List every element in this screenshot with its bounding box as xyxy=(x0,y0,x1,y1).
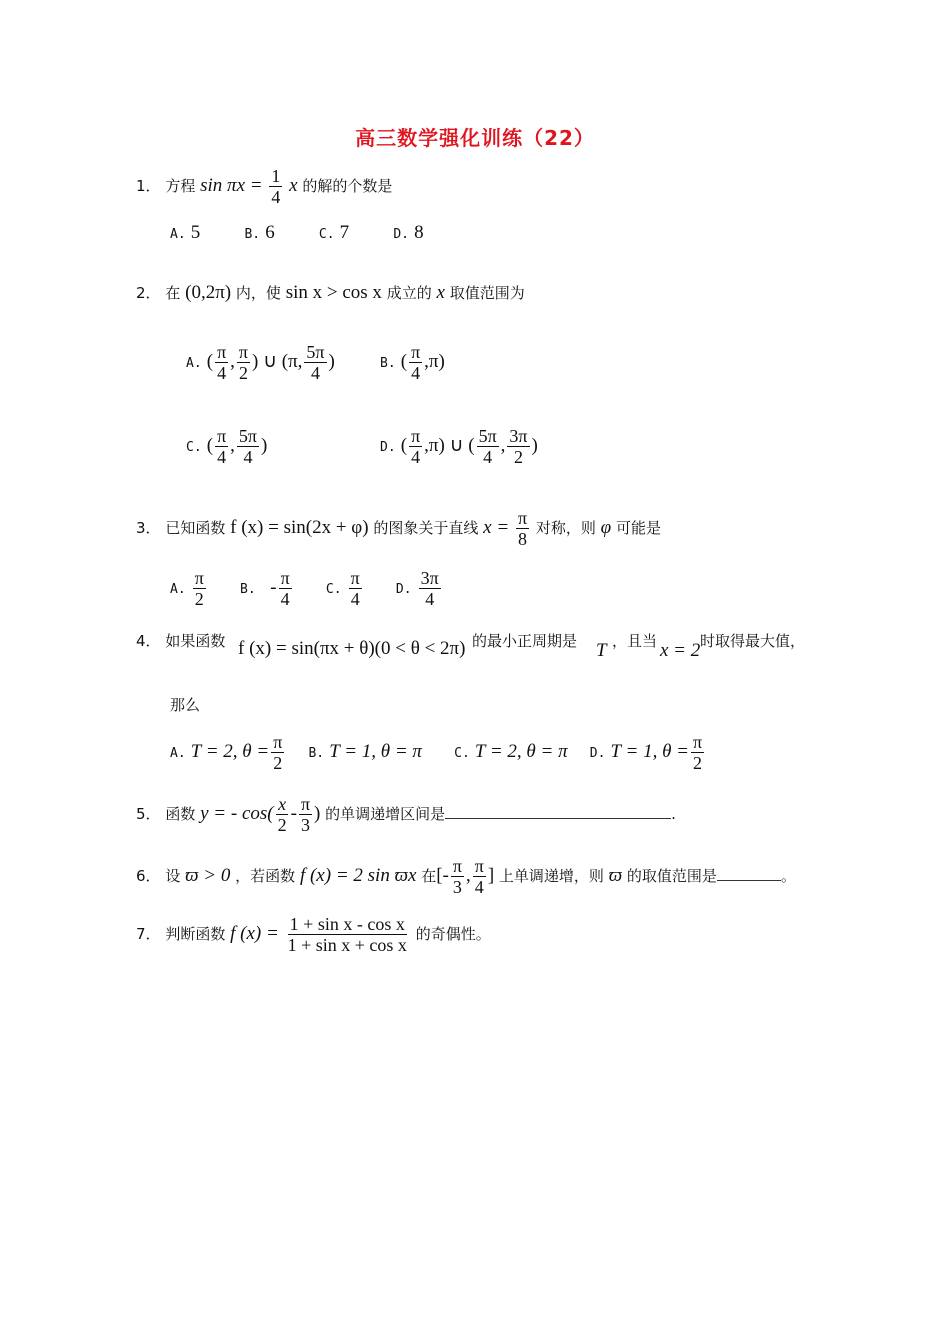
question-text: 的单调递增区间是 xyxy=(325,805,446,823)
option-label: A. xyxy=(186,356,202,371)
option-label: B. xyxy=(240,582,256,597)
question-text: 对称，则 xyxy=(535,519,596,537)
question-number: 6． xyxy=(136,867,161,885)
phi-symbol: φ xyxy=(600,517,612,538)
function: y = - cos( xyxy=(200,803,274,824)
question-1 xyxy=(136,166,392,207)
question-text: 在 xyxy=(421,867,437,885)
period: 。 xyxy=(780,867,796,885)
question-number: 7． xyxy=(136,925,161,943)
question-6: 6． 设 ϖ > 0 ，若函数 f (x) = 2 sin ϖx 在[- $\frac{\pi}{3}$ , $\frac{\pi}{4}$ ] 上单调递增，则 ϖ 的取值范围是 。 xyxy=(136,856,796,897)
question-number: 1． xyxy=(136,177,161,195)
period-symbol: T xyxy=(596,640,607,661)
question-4-cont xyxy=(472,630,577,651)
fraction: $\frac{\pi}{8}$ xyxy=(517,508,528,549)
option-value: 5 xyxy=(190,222,201,243)
question-3 xyxy=(136,508,661,549)
question-text: 可能是 xyxy=(615,519,661,537)
question-text: 的取值范围是 xyxy=(626,867,717,885)
function: f (x) = sin(πx + θ)(0 < θ < 2π) xyxy=(238,638,466,659)
option-label: C. xyxy=(325,582,342,597)
question-text: 函数 xyxy=(165,805,196,823)
question-text: 的解的个数是 xyxy=(302,177,393,195)
option-label: D. xyxy=(393,227,409,242)
question-text: 的最小正周期是 xyxy=(472,632,578,650)
question-7 xyxy=(136,914,491,955)
question-number: 5． xyxy=(136,805,161,823)
answer-blank[interactable] xyxy=(717,880,781,881)
question-4-cont xyxy=(700,630,805,651)
line-equation: x = xyxy=(483,517,510,538)
question-text: ，若函数 xyxy=(235,867,296,885)
option-label: C. xyxy=(186,440,202,455)
question-text: 的奇偶性。 xyxy=(415,925,491,943)
option-label: A. xyxy=(170,227,186,242)
option-label: D. xyxy=(380,440,396,455)
q1-options xyxy=(170,222,424,244)
question-text: 取值范围为 xyxy=(449,284,525,302)
question-number: 4． xyxy=(136,632,161,650)
option-value: 7 xyxy=(339,222,350,243)
option-label: A. xyxy=(170,582,186,597)
function: f (x) = sin(2x + φ) xyxy=(230,517,369,538)
omega-symbol: ϖ xyxy=(608,865,623,886)
variable: x xyxy=(289,175,298,196)
question-text: 设 xyxy=(165,867,181,885)
fraction: $\frac{\text{1 + sin x - cos x}}{\text{1 + sin x + cos x}}$ xyxy=(287,914,407,955)
condition: sin x > cos x xyxy=(285,282,382,303)
function: f (x) = 2 sin ϖx xyxy=(299,865,417,886)
q2-option-c: C. ( $\frac{\pi}{4}$ , $\frac{5\pi}{4}$ ) xyxy=(186,426,268,467)
condition: ϖ > 0 xyxy=(185,865,231,886)
question-text: 方程 xyxy=(165,177,196,195)
option-label: D. xyxy=(589,746,606,761)
question-text: 上单调递增，则 xyxy=(498,867,604,885)
question-text: 成立的 xyxy=(386,284,432,302)
option-label: A. xyxy=(170,746,186,761)
condition: x = 2 xyxy=(660,640,701,661)
q2-option-b: B. ( $\frac{\pi}{4}$ ,π) xyxy=(380,342,445,383)
interval: (0,2π) xyxy=(185,282,232,303)
question-5: 5． 函数 y = - cos( $\frac{x}{2}$ - $\frac{\pi}{3}$ ) 的单调递增区间是 . xyxy=(136,794,676,835)
q2-option-a: A. ( $\frac{\pi}{4}$ , $\frac{\pi}{2}$ ) ∪ (π, $\frac{5\pi}{4}$ ) xyxy=(186,342,335,383)
q4-options: A. T = 2, θ = $\frac{\pi}{2}$ B. T = 1, θ = π C. T = 2, θ = π D. T = 1, θ = $\frac{\pi}{2}$ xyxy=(170,732,703,773)
option-value: 8 xyxy=(414,222,424,243)
question-text: 内，使 xyxy=(235,284,281,302)
fraction: $\frac{1}{4}$ xyxy=(271,166,281,207)
question-text: 已知函数 xyxy=(165,519,226,537)
answer-blank[interactable] xyxy=(445,818,671,819)
question-text: ，且当 xyxy=(612,632,658,650)
question-text: 判断函数 xyxy=(165,925,226,943)
question-text: 的图象关于直线 xyxy=(373,519,479,537)
question-text: 在 xyxy=(165,284,181,302)
q3-options: A. $\frac{\pi}{2}$ B. - $\frac{\pi}{4}$ C. $\frac{\pi}{4}$ D. $\frac{3\pi}{4}$ xyxy=(170,568,439,609)
question-2 xyxy=(136,282,525,304)
question-text: 那么 xyxy=(170,696,201,714)
question-text: 时取得最大值， xyxy=(700,632,806,650)
function: f (x) = xyxy=(230,923,279,944)
option-label: B. xyxy=(380,356,396,371)
q2-option-d: D. ( $\frac{\pi}{4}$ ,π) ∪ ( $\frac{5\pi}{4}$ , $\frac{3\pi}{2}$ ) xyxy=(380,426,538,467)
option-value: 6 xyxy=(265,222,275,243)
option-label: C. xyxy=(318,227,335,242)
option-label: D. xyxy=(395,582,412,597)
option-label: B. xyxy=(244,227,261,242)
question-4-cont xyxy=(612,630,657,651)
option-label: B. xyxy=(308,746,325,761)
variable: x xyxy=(436,282,445,303)
period: . xyxy=(671,805,676,823)
question-text: 如果函数 xyxy=(165,632,226,650)
page-title: 高三数学强化训练（22） xyxy=(355,126,595,150)
question-number: 3． xyxy=(136,519,161,537)
question-number: 2． xyxy=(136,284,161,302)
option-label: C. xyxy=(454,746,470,761)
question-4 xyxy=(136,630,225,651)
equation: sin πx = xyxy=(200,175,263,196)
